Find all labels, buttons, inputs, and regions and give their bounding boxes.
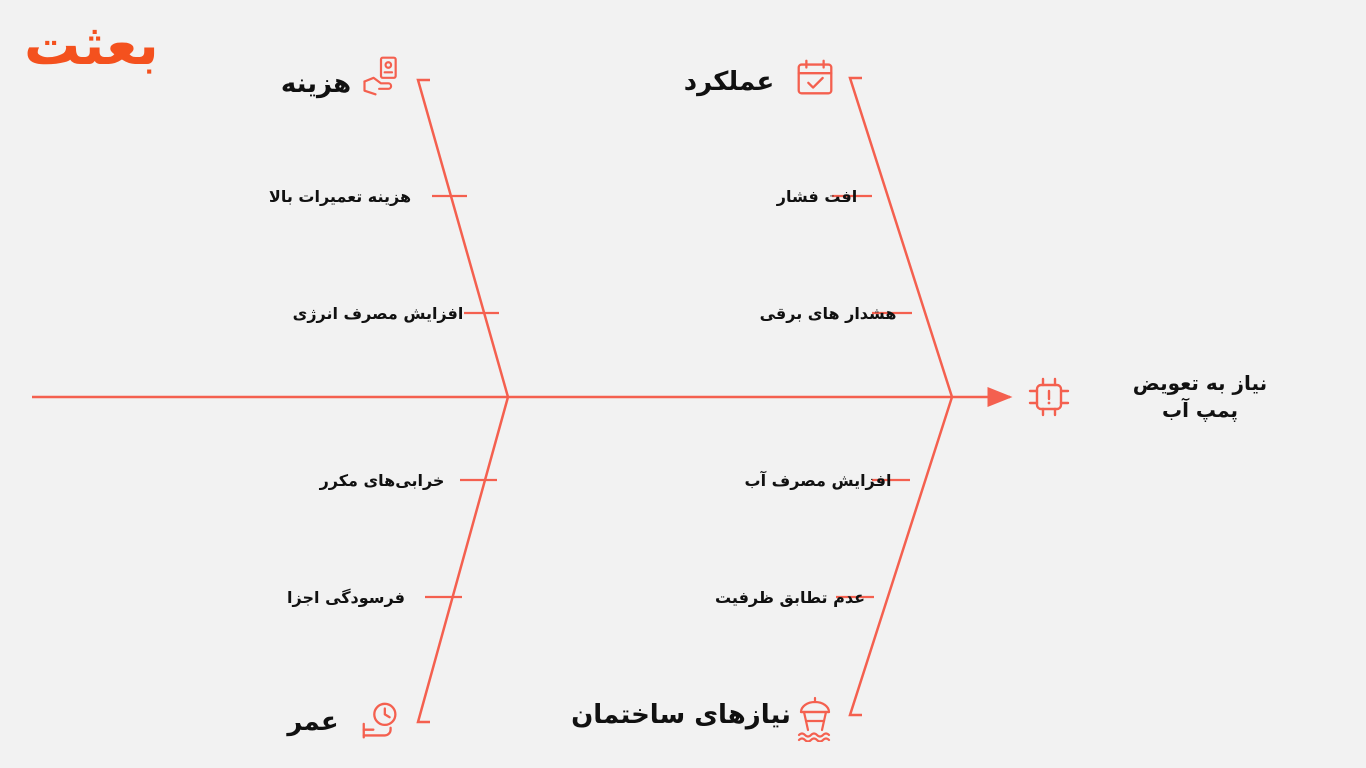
category-label-lifetime: عمر (287, 706, 339, 737)
cause-label-electrical-warnings: هشدار های برقی (759, 304, 897, 323)
effect-label-line2: پمپ آب (1161, 398, 1238, 422)
category-label-cost: هزینه (280, 68, 352, 99)
category-label-performance: عملکرد (683, 66, 775, 97)
effect-label-line1: نیاز به تعویض (1132, 371, 1268, 395)
cause-label-energy-consumption: افزایش مصرف انرژی (292, 304, 464, 323)
category-label-building-needs: نیازهای ساختمان (571, 699, 791, 730)
cause-label-pressure-drop: افت فشار (776, 187, 858, 206)
cause-label-frequent-failures: خرابی‌های مکرر (319, 471, 445, 490)
effect-label (1133, 370, 1267, 424)
brand-logo: بعثت (24, 13, 159, 78)
cause-label-water-usage-increase: افزایش مصرف آب (744, 471, 892, 490)
cause-label-high-repair-cost: هزینه تعمیرات بالا (268, 187, 412, 206)
cause-label-component-wear: فرسودگی اجزا (287, 588, 405, 607)
cause-label-capacity-mismatch: عدم تطابق ظرفیت (714, 588, 866, 607)
